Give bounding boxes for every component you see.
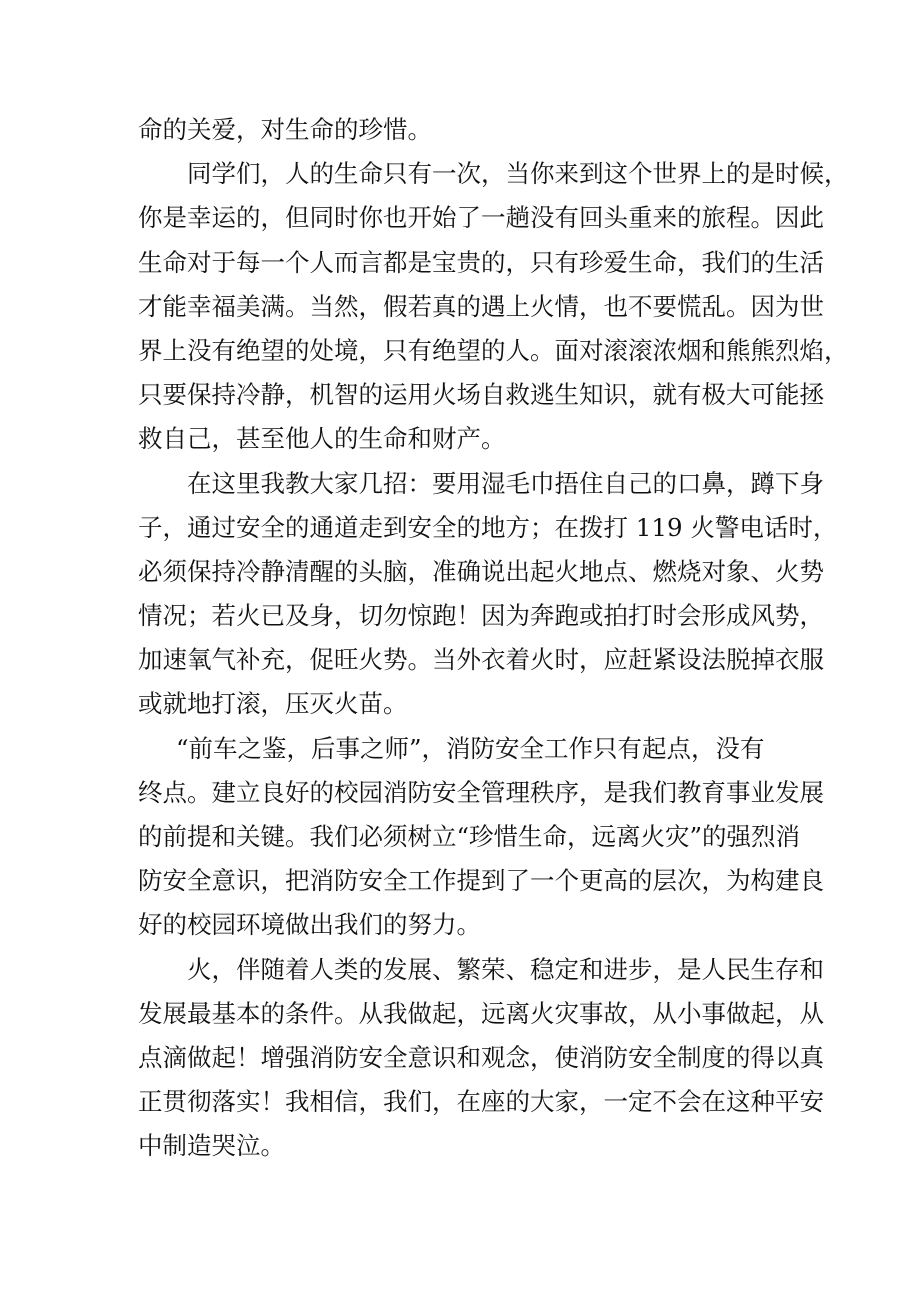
text-line: 点滴做起！增强消防安全意识和观念，使消防安全制度的得以真 bbox=[138, 1042, 824, 1072]
text-line: 正贯彻落实！我相信，我们，在座的大家，一定不会在这种平安 bbox=[138, 1087, 824, 1117]
text-line: 只要保持冷静，机智的运用火场自救逃生知识，就有极大可能拯 bbox=[138, 380, 824, 410]
paragraph-2 bbox=[138, 152, 849, 461]
text-line: 才能幸福美满。当然，假若真的遇上火情，也不要慌乱。因为世 bbox=[138, 291, 824, 321]
text-line: 中制造哭泣。 bbox=[138, 1131, 285, 1161]
text-line: 防安全意识，把消防安全工作提到了一个更高的层次，为构建良 bbox=[138, 866, 824, 896]
text-line: 命的关爱，对生命的珍惜。 bbox=[138, 115, 432, 144]
paragraph-3 bbox=[138, 462, 838, 727]
text-line: 子，通过安全的通道走到安全的地方；在拨打 119 火警电话时， bbox=[138, 512, 838, 542]
text-line: 或就地打滚，压灭火苗。 bbox=[138, 689, 408, 719]
text-line: 同学们，人的生命只有一次，当你来到这个世界上的是时候， bbox=[187, 159, 849, 189]
text-line: 你是幸运的，但同时你也开始了一趟没有回头重来的旅程。因此 bbox=[138, 203, 824, 233]
text-line: 火，伴随着人类的发展、繁荣、稳定和进步，是人民生存和 bbox=[187, 954, 824, 984]
document-body bbox=[138, 108, 849, 1169]
text-line: 的前提和关键。我们必须树立“珍惜生命，远离火灾”的强烈消 bbox=[138, 822, 801, 851]
text-line: 必须保持冷静清醒的头脑，准确说出起火地点、燃烧对象、火势 bbox=[138, 556, 824, 586]
text-line: 生命对于每一个人而言都是宝贵的，只有珍爱生命，我们的生活 bbox=[138, 247, 824, 277]
text-line: “前车之鉴，后事之师”，消防安全工作只有起点，没有 bbox=[176, 733, 765, 763]
text-line: 在这里我教大家几招：要用湿毛巾捂住自己的口鼻，蹲下身 bbox=[187, 468, 824, 498]
text-line: 好的校园环境做出我们的努力。 bbox=[138, 910, 481, 940]
paragraph-4 bbox=[138, 727, 824, 948]
text-line: 界上没有绝望的处境，只有绝望的人。面对滚滚浓烟和熊熊烈焰， bbox=[138, 335, 849, 365]
text-line: 加速氧气补充，促旺火势。当外衣着火时，应赶紧设法脱掉衣服 bbox=[138, 645, 824, 675]
text-line: 救自己，甚至他人的生命和财产。 bbox=[138, 424, 506, 454]
text-line: 发展最基本的条件。从我做起，远离火灾事故，从小事做起，从 bbox=[138, 998, 824, 1028]
text-line: 情况；若火已及身，切勿惊跑！因为奔跑或拍打时会形成风势， bbox=[138, 601, 824, 631]
paragraph-5 bbox=[138, 948, 824, 1169]
paragraph-1 bbox=[138, 108, 788, 152]
text-line: 终点。建立良好的校园消防安全管理秩序，是我们教育事业发展 bbox=[138, 777, 824, 807]
